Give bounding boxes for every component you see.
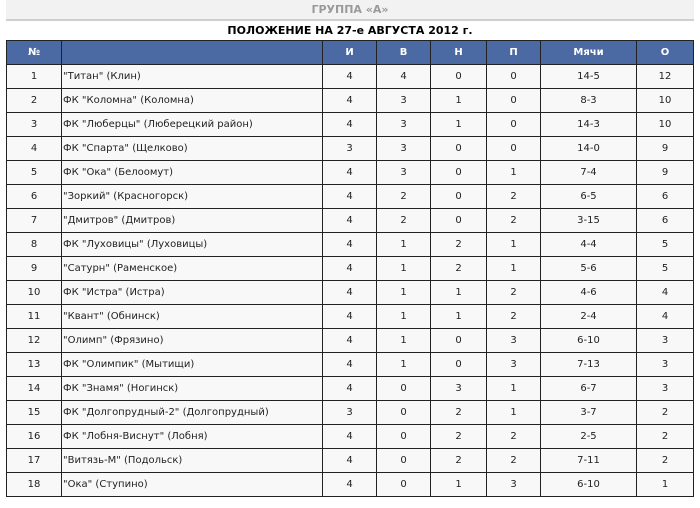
played-cell: 4 — [323, 449, 377, 473]
wins-cell: 1 — [377, 305, 431, 329]
losses-cell: 2 — [487, 449, 541, 473]
played-cell: 4 — [323, 209, 377, 233]
points-cell: 2 — [637, 425, 694, 449]
draws-cell: 0 — [431, 65, 487, 89]
table-row — [7, 137, 694, 161]
goals-cell: 8-3 — [541, 89, 637, 113]
table-row — [7, 473, 694, 497]
team-cell: ФК "Олимпик" (Мытищи) — [62, 353, 323, 377]
goals-cell: 6-10 — [541, 329, 637, 353]
table-row — [7, 377, 694, 401]
team-cell: ФК "Ока" (Белоомут) — [62, 161, 323, 185]
points-cell: 9 — [637, 137, 694, 161]
played-cell: 4 — [323, 257, 377, 281]
goals-cell: 5-6 — [541, 257, 637, 281]
team-cell: "Квант" (Обнинск) — [62, 305, 323, 329]
group-title: ГРУППА «А» — [6, 0, 694, 21]
table-row — [7, 329, 694, 353]
draws-cell: 0 — [431, 137, 487, 161]
draws-cell: 2 — [431, 425, 487, 449]
team-cell: ФК "Долгопрудный-2" (Долгопрудный) — [62, 401, 323, 425]
team-cell: "Ока" (Ступино) — [62, 473, 323, 497]
wins-cell: 4 — [377, 65, 431, 89]
wins-cell: 1 — [377, 353, 431, 377]
losses-cell: 0 — [487, 137, 541, 161]
losses-cell: 0 — [487, 65, 541, 89]
table-row — [7, 449, 694, 473]
played-cell: 4 — [323, 425, 377, 449]
points-cell: 3 — [637, 329, 694, 353]
points-cell: 6 — [637, 209, 694, 233]
team-cell: "Олимп" (Фрязино) — [62, 329, 323, 353]
losses-cell: 1 — [487, 257, 541, 281]
number-cell: 1 — [7, 65, 62, 89]
standings-table — [6, 40, 694, 497]
draws-cell: 0 — [431, 329, 487, 353]
team-cell: "Зоркий" (Красногорск) — [62, 185, 323, 209]
goals-cell: 7-13 — [541, 353, 637, 377]
losses-cell: 1 — [487, 233, 541, 257]
losses-cell: 1 — [487, 401, 541, 425]
losses-cell: 0 — [487, 89, 541, 113]
points-cell: 5 — [637, 233, 694, 257]
goals-cell: 6-5 — [541, 185, 637, 209]
points-cell: 4 — [637, 305, 694, 329]
played-cell: 4 — [323, 353, 377, 377]
team-cell: "Дмитров" (Дмитров) — [62, 209, 323, 233]
played-cell: 4 — [323, 233, 377, 257]
points-cell: 10 — [637, 89, 694, 113]
points-cell: 6 — [637, 185, 694, 209]
header-col-number: № — [7, 41, 62, 65]
table-header-row — [7, 41, 694, 65]
team-cell: ФК "Коломна" (Коломна) — [62, 89, 323, 113]
team-cell: "Витязь-М" (Подольск) — [62, 449, 323, 473]
draws-cell: 1 — [431, 473, 487, 497]
number-cell: 18 — [7, 473, 62, 497]
header-col-team — [62, 41, 323, 65]
number-cell: 13 — [7, 353, 62, 377]
goals-cell: 7-4 — [541, 161, 637, 185]
team-cell: "Сатурн" (Раменское) — [62, 257, 323, 281]
header-col-wins: В — [377, 41, 431, 65]
draws-cell: 2 — [431, 233, 487, 257]
goals-cell: 6-10 — [541, 473, 637, 497]
number-cell: 6 — [7, 185, 62, 209]
losses-cell: 3 — [487, 329, 541, 353]
losses-cell: 2 — [487, 425, 541, 449]
losses-cell: 1 — [487, 161, 541, 185]
header-col-played: И — [323, 41, 377, 65]
team-cell: ФК "Луховицы" (Луховицы) — [62, 233, 323, 257]
losses-cell: 2 — [487, 305, 541, 329]
table-row — [7, 233, 694, 257]
header-col-draws: Н — [431, 41, 487, 65]
losses-cell: 1 — [487, 377, 541, 401]
table-row — [7, 425, 694, 449]
goals-cell: 2-4 — [541, 305, 637, 329]
points-cell: 9 — [637, 161, 694, 185]
losses-cell: 2 — [487, 281, 541, 305]
wins-cell: 1 — [377, 281, 431, 305]
goals-cell: 3-7 — [541, 401, 637, 425]
draws-cell: 2 — [431, 401, 487, 425]
number-cell: 11 — [7, 305, 62, 329]
wins-cell: 0 — [377, 425, 431, 449]
losses-cell: 2 — [487, 209, 541, 233]
number-cell: 7 — [7, 209, 62, 233]
header-col-goals: Мячи — [541, 41, 637, 65]
table-row — [7, 209, 694, 233]
draws-cell: 1 — [431, 113, 487, 137]
table-row — [7, 353, 694, 377]
table-row — [7, 65, 694, 89]
number-cell: 16 — [7, 425, 62, 449]
team-cell: ФК "Истра" (Истра) — [62, 281, 323, 305]
played-cell: 4 — [323, 113, 377, 137]
table-row — [7, 89, 694, 113]
draws-cell: 0 — [431, 209, 487, 233]
wins-cell: 3 — [377, 89, 431, 113]
draws-cell: 0 — [431, 353, 487, 377]
played-cell: 4 — [323, 65, 377, 89]
points-cell: 10 — [637, 113, 694, 137]
points-cell: 2 — [637, 401, 694, 425]
losses-cell: 3 — [487, 353, 541, 377]
draws-cell: 1 — [431, 305, 487, 329]
number-cell: 17 — [7, 449, 62, 473]
played-cell: 4 — [323, 329, 377, 353]
wins-cell: 0 — [377, 401, 431, 425]
goals-cell: 14-3 — [541, 113, 637, 137]
goals-cell: 4-4 — [541, 233, 637, 257]
goals-cell: 6-7 — [541, 377, 637, 401]
number-cell: 2 — [7, 89, 62, 113]
wins-cell: 3 — [377, 137, 431, 161]
goals-cell: 3-15 — [541, 209, 637, 233]
table-row — [7, 161, 694, 185]
draws-cell: 2 — [431, 257, 487, 281]
points-cell: 5 — [637, 257, 694, 281]
wins-cell: 3 — [377, 113, 431, 137]
table-row — [7, 281, 694, 305]
wins-cell: 1 — [377, 329, 431, 353]
wins-cell: 0 — [377, 449, 431, 473]
goals-cell: 14-5 — [541, 65, 637, 89]
number-cell: 10 — [7, 281, 62, 305]
goals-cell: 4-6 — [541, 281, 637, 305]
goals-cell: 7-11 — [541, 449, 637, 473]
wins-cell: 1 — [377, 257, 431, 281]
played-cell: 4 — [323, 305, 377, 329]
standings-title: ПОЛОЖЕНИЕ НА 27-е АВГУСТА 2012 г. — [227, 24, 473, 37]
number-cell: 5 — [7, 161, 62, 185]
number-cell: 12 — [7, 329, 62, 353]
table-row — [7, 305, 694, 329]
losses-cell: 2 — [487, 185, 541, 209]
goals-cell: 2-5 — [541, 425, 637, 449]
draws-cell: 0 — [431, 185, 487, 209]
team-cell: ФК "Знамя" (Ногинск) — [62, 377, 323, 401]
goals-cell: 14-0 — [541, 137, 637, 161]
team-cell: ФК "Люберцы" (Люберецкий район) — [62, 113, 323, 137]
played-cell: 4 — [323, 89, 377, 113]
played-cell: 4 — [323, 161, 377, 185]
table-row — [7, 257, 694, 281]
number-cell: 15 — [7, 401, 62, 425]
wins-cell: 0 — [377, 377, 431, 401]
table-row — [7, 185, 694, 209]
wins-cell: 3 — [377, 161, 431, 185]
number-cell: 8 — [7, 233, 62, 257]
points-cell: 4 — [637, 281, 694, 305]
points-cell: 2 — [637, 449, 694, 473]
team-cell: ФК "Спарта" (Щелково) — [62, 137, 323, 161]
draws-cell: 1 — [431, 89, 487, 113]
wins-cell: 0 — [377, 473, 431, 497]
number-cell: 3 — [7, 113, 62, 137]
played-cell: 4 — [323, 185, 377, 209]
points-cell: 3 — [637, 377, 694, 401]
draws-cell: 1 — [431, 281, 487, 305]
wins-cell: 2 — [377, 185, 431, 209]
table-row — [7, 401, 694, 425]
number-cell: 14 — [7, 377, 62, 401]
losses-cell: 0 — [487, 113, 541, 137]
wins-cell: 2 — [377, 209, 431, 233]
played-cell: 4 — [323, 473, 377, 497]
draws-cell: 2 — [431, 449, 487, 473]
played-cell: 3 — [323, 137, 377, 161]
wins-cell: 1 — [377, 233, 431, 257]
points-cell: 12 — [637, 65, 694, 89]
team-cell: "Титан" (Клин) — [62, 65, 323, 89]
played-cell: 3 — [323, 401, 377, 425]
draws-cell: 0 — [431, 161, 487, 185]
table-row — [7, 113, 694, 137]
number-cell: 4 — [7, 137, 62, 161]
points-cell: 1 — [637, 473, 694, 497]
draws-cell: 3 — [431, 377, 487, 401]
losses-cell: 3 — [487, 473, 541, 497]
team-cell: ФК "Лобня-Виснут" (Лобня) — [62, 425, 323, 449]
header-col-points: О — [637, 41, 694, 65]
played-cell: 4 — [323, 281, 377, 305]
points-cell: 3 — [637, 353, 694, 377]
number-cell: 9 — [7, 257, 62, 281]
played-cell: 4 — [323, 377, 377, 401]
header-col-losses: П — [487, 41, 541, 65]
